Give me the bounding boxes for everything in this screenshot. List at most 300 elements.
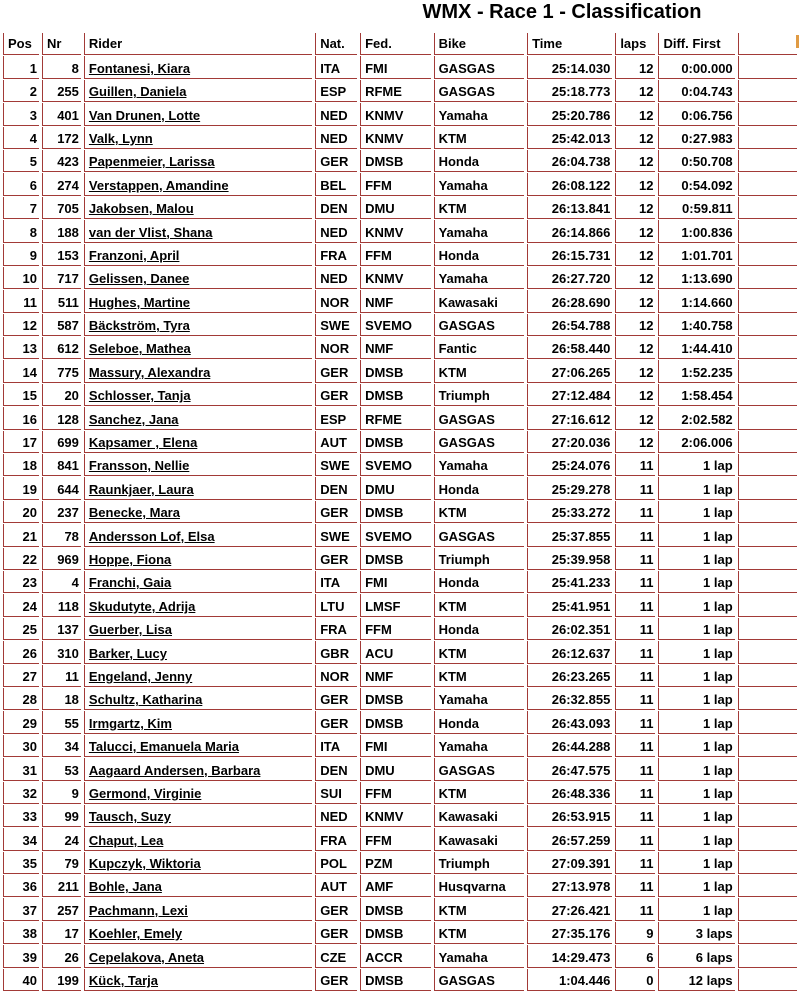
nat-cell: GER xyxy=(315,898,357,920)
table-row xyxy=(3,618,797,640)
nr-cell: 612 xyxy=(42,337,81,359)
table-row xyxy=(3,758,797,780)
laps-cell: 11 xyxy=(615,594,655,616)
rider-name-cell[interactable]: Kupczyk, Wiktoria xyxy=(84,852,312,874)
time-cell: 26:28.690 xyxy=(527,290,612,312)
pos-cell: 26 xyxy=(3,641,39,663)
pos-cell: 9 xyxy=(3,244,39,266)
col-header-clipped xyxy=(738,33,797,55)
table-row xyxy=(3,477,797,499)
table-row xyxy=(3,244,797,266)
nr-cell: 587 xyxy=(42,314,81,336)
table-row xyxy=(3,454,797,476)
diff-first-cell: 0:06.756 xyxy=(658,103,734,125)
pos-cell: 17 xyxy=(3,431,39,453)
pos-cell: 40 xyxy=(3,969,39,991)
nat-cell: ESP xyxy=(315,80,357,102)
time-cell: 26:32.855 xyxy=(527,688,612,710)
time-cell: 1:04.446 xyxy=(527,969,612,991)
fed-cell: DMSB xyxy=(360,688,430,710)
rider-name-cell[interactable]: Gelissen, Danee xyxy=(84,267,312,289)
time-cell: 25:33.272 xyxy=(527,501,612,523)
clipped-cell xyxy=(738,618,797,640)
table-body xyxy=(3,56,797,991)
laps-cell: 12 xyxy=(615,244,655,266)
table-row xyxy=(3,220,797,242)
rider-name-cell[interactable]: Sanchez, Jana xyxy=(84,407,312,429)
bike-cell: Yamaha xyxy=(434,688,525,710)
rider-name-cell[interactable]: Aagaard Andersen, Barbara xyxy=(84,758,312,780)
rider-name-cell[interactable]: Fransson, Nellie xyxy=(84,454,312,476)
rider-name-cell[interactable]: Hoppe, Fiona xyxy=(84,548,312,570)
time-cell: 26:13.841 xyxy=(527,197,612,219)
rider-name-cell[interactable]: Papenmeier, Larissa xyxy=(84,150,312,172)
table-row xyxy=(3,922,797,944)
table-row xyxy=(3,290,797,312)
diff-first-cell: 1 lap xyxy=(658,875,734,897)
bike-cell: KTM xyxy=(434,898,525,920)
bike-cell: GASGAS xyxy=(434,758,525,780)
nat-cell: ITA xyxy=(315,56,357,78)
table-row xyxy=(3,711,797,733)
bike-cell: Triumph xyxy=(434,852,525,874)
table-row xyxy=(3,594,797,616)
time-cell: 26:27.720 xyxy=(527,267,612,289)
laps-cell: 12 xyxy=(615,56,655,78)
clipped-cell xyxy=(738,127,797,149)
bike-cell: Kawasaki xyxy=(434,290,525,312)
bike-cell: Yamaha xyxy=(434,735,525,757)
nr-cell: 99 xyxy=(42,805,81,827)
rider-name-cell[interactable]: Skudutyte, Adrija xyxy=(84,594,312,616)
clipped-cell xyxy=(738,922,797,944)
rider-name-cell[interactable]: Van Drunen, Lotte xyxy=(84,103,312,125)
nr-cell: 717 xyxy=(42,267,81,289)
clipped-cell xyxy=(738,407,797,429)
fed-cell: DMSB xyxy=(360,384,430,406)
diff-first-cell: 1 lap xyxy=(658,594,734,616)
nat-cell: FRA xyxy=(315,618,357,640)
laps-cell: 11 xyxy=(615,688,655,710)
laps-cell: 11 xyxy=(615,571,655,593)
fed-cell: DMSB xyxy=(360,548,430,570)
laps-cell: 11 xyxy=(615,828,655,850)
laps-cell: 11 xyxy=(615,641,655,663)
nr-cell: 274 xyxy=(42,173,81,195)
bike-cell: Kawasaki xyxy=(434,805,525,827)
rider-name-cell[interactable]: Germond, Virginie xyxy=(84,782,312,804)
nr-cell: 17 xyxy=(42,922,81,944)
rider-name-cell[interactable]: Bäckström, Tyra xyxy=(84,314,312,336)
table-row xyxy=(3,898,797,920)
diff-first-cell: 1 lap xyxy=(658,477,734,499)
rider-name-cell[interactable]: Franchi, Gaia xyxy=(84,571,312,593)
pos-cell: 30 xyxy=(3,735,39,757)
time-cell: 27:16.612 xyxy=(527,407,612,429)
bike-cell: Yamaha xyxy=(434,173,525,195)
nat-cell: SWE xyxy=(315,524,357,546)
bike-cell: KTM xyxy=(434,782,525,804)
time-cell: 25:41.951 xyxy=(527,594,612,616)
fed-cell: RFME xyxy=(360,407,430,429)
time-cell: 25:29.278 xyxy=(527,477,612,499)
laps-cell: 12 xyxy=(615,150,655,172)
time-cell: 26:54.788 xyxy=(527,314,612,336)
table-row xyxy=(3,828,797,850)
nr-cell: 137 xyxy=(42,618,81,640)
fed-cell: FMI xyxy=(360,571,430,593)
laps-cell: 12 xyxy=(615,220,655,242)
nr-cell: 8 xyxy=(42,56,81,78)
laps-cell: 11 xyxy=(615,524,655,546)
nr-cell: 644 xyxy=(42,477,81,499)
fed-cell: KNMV xyxy=(360,127,430,149)
rider-name-cell[interactable]: Pachmann, Lexi xyxy=(84,898,312,920)
diff-first-cell: 1 lap xyxy=(658,711,734,733)
rider-name-cell[interactable]: Guerber, Lisa xyxy=(84,618,312,640)
nr-cell: 20 xyxy=(42,384,81,406)
table-header xyxy=(3,33,797,55)
bike-cell: KTM xyxy=(434,922,525,944)
time-cell: 26:43.093 xyxy=(527,711,612,733)
fed-cell: SVEMO xyxy=(360,454,430,476)
bike-cell: Yamaha xyxy=(434,103,525,125)
laps-cell: 12 xyxy=(615,197,655,219)
table-row xyxy=(3,571,797,593)
clipped-cell xyxy=(738,758,797,780)
diff-first-cell: 0:59.811 xyxy=(658,197,734,219)
nat-cell: ESP xyxy=(315,407,357,429)
laps-cell: 11 xyxy=(615,735,655,757)
clipped-cell xyxy=(738,711,797,733)
rider-name-cell[interactable]: Engeland, Jenny xyxy=(84,665,312,687)
diff-first-cell: 0:54.092 xyxy=(658,173,734,195)
laps-cell: 12 xyxy=(615,360,655,382)
nat-cell: FRA xyxy=(315,828,357,850)
fed-cell: DMSB xyxy=(360,360,430,382)
time-cell: 25:24.076 xyxy=(527,454,612,476)
rider-name-cell[interactable]: Fontanesi, Kiara xyxy=(84,56,312,78)
nat-cell: NED xyxy=(315,103,357,125)
laps-cell: 11 xyxy=(615,852,655,874)
clipped-cell xyxy=(738,477,797,499)
pos-cell: 2 xyxy=(3,80,39,102)
fed-cell: FFM xyxy=(360,618,430,640)
fed-cell: LMSF xyxy=(360,594,430,616)
time-cell: 26:23.265 xyxy=(527,665,612,687)
fed-cell: FFM xyxy=(360,244,430,266)
nr-cell: 118 xyxy=(42,594,81,616)
nr-cell: 55 xyxy=(42,711,81,733)
diff-first-cell: 1 lap xyxy=(658,805,734,827)
fed-cell: DMSB xyxy=(360,150,430,172)
rider-name-cell[interactable]: Irmgartz, Kim xyxy=(84,711,312,733)
rider-name-cell[interactable]: Seleboe, Mathea xyxy=(84,337,312,359)
diff-first-cell: 1:13.690 xyxy=(658,267,734,289)
nat-cell: GER xyxy=(315,360,357,382)
diff-first-cell: 6 laps xyxy=(658,945,734,967)
table-row xyxy=(3,875,797,897)
nat-cell: GER xyxy=(315,922,357,944)
pos-cell: 6 xyxy=(3,173,39,195)
rider-name-cell[interactable]: Koehler, Emely xyxy=(84,922,312,944)
nat-cell: NOR xyxy=(315,290,357,312)
fed-cell: DMU xyxy=(360,758,430,780)
rider-name-cell[interactable]: van der Vlist, Shana xyxy=(84,220,312,242)
clipped-cell xyxy=(738,594,797,616)
time-cell: 25:14.030 xyxy=(527,56,612,78)
rider-name-cell[interactable]: Andersson Lof, Elsa xyxy=(84,524,312,546)
nat-cell: SWE xyxy=(315,454,357,476)
diff-first-cell: 1 lap xyxy=(658,898,734,920)
laps-cell: 12 xyxy=(615,290,655,312)
rider-name-cell[interactable]: Schlosser, Tanja xyxy=(84,384,312,406)
diff-first-cell: 2:02.582 xyxy=(658,407,734,429)
rider-name-cell[interactable]: Massury, Alexandra xyxy=(84,360,312,382)
clipped-cell xyxy=(738,524,797,546)
pos-cell: 11 xyxy=(3,290,39,312)
laps-cell: 12 xyxy=(615,431,655,453)
diff-first-cell: 1 lap xyxy=(658,524,734,546)
rider-name-cell[interactable]: Jakobsen, Malou xyxy=(84,197,312,219)
bike-cell: KTM xyxy=(434,501,525,523)
time-cell: 14:29.473 xyxy=(527,945,612,967)
bike-cell: KTM xyxy=(434,594,525,616)
diff-first-cell: 0:00.000 xyxy=(658,56,734,78)
fed-cell: DMSB xyxy=(360,501,430,523)
laps-cell: 12 xyxy=(615,127,655,149)
nr-cell: 4 xyxy=(42,571,81,593)
table-row xyxy=(3,501,797,523)
bike-cell: Yamaha xyxy=(434,454,525,476)
pos-cell: 36 xyxy=(3,875,39,897)
rider-name-cell[interactable]: Hughes, Martine xyxy=(84,290,312,312)
diff-first-cell: 1 lap xyxy=(658,828,734,850)
col-header-fed: Fed. xyxy=(360,33,430,55)
bike-cell: Husqvarna xyxy=(434,875,525,897)
fed-cell: KNMV xyxy=(360,805,430,827)
clipped-cell xyxy=(738,828,797,850)
fed-cell: RFME xyxy=(360,80,430,102)
bike-cell: Honda xyxy=(434,150,525,172)
clipped-cell xyxy=(738,431,797,453)
fed-cell: NMF xyxy=(360,665,430,687)
laps-cell: 12 xyxy=(615,80,655,102)
fed-cell: FFM xyxy=(360,782,430,804)
nr-cell: 18 xyxy=(42,688,81,710)
nr-cell: 237 xyxy=(42,501,81,523)
laps-cell: 9 xyxy=(615,922,655,944)
time-cell: 25:18.773 xyxy=(527,80,612,102)
nat-cell: BEL xyxy=(315,173,357,195)
nat-cell: NOR xyxy=(315,665,357,687)
table-row xyxy=(3,431,797,453)
table-row xyxy=(3,197,797,219)
table-row xyxy=(3,103,797,125)
rider-name-cell[interactable]: Benecke, Mara xyxy=(84,501,312,523)
table-row xyxy=(3,407,797,429)
diff-first-cell: 1 lap xyxy=(658,618,734,640)
nr-cell: 128 xyxy=(42,407,81,429)
laps-cell: 6 xyxy=(615,945,655,967)
rider-name-cell[interactable]: Guillen, Daniela xyxy=(84,80,312,102)
nr-cell: 24 xyxy=(42,828,81,850)
bike-cell: GASGAS xyxy=(434,56,525,78)
pos-cell: 4 xyxy=(3,127,39,149)
nat-cell: NED xyxy=(315,805,357,827)
time-cell: 27:06.265 xyxy=(527,360,612,382)
bike-cell: GASGAS xyxy=(434,80,525,102)
rider-name-cell[interactable]: Kapsamer , Elena xyxy=(84,431,312,453)
fed-cell: ACU xyxy=(360,641,430,663)
clipped-cell xyxy=(738,290,797,312)
table-row xyxy=(3,548,797,570)
rider-name-cell[interactable]: Barker, Lucy xyxy=(84,641,312,663)
nat-cell: SWE xyxy=(315,314,357,336)
rider-name-cell[interactable]: Chaput, Lea xyxy=(84,828,312,850)
time-cell: 27:26.421 xyxy=(527,898,612,920)
fed-cell: KNMV xyxy=(360,220,430,242)
bike-cell: Yamaha xyxy=(434,945,525,967)
time-cell: 26:08.122 xyxy=(527,173,612,195)
time-cell: 26:44.288 xyxy=(527,735,612,757)
fed-cell: FFM xyxy=(360,173,430,195)
fed-cell: ACCR xyxy=(360,945,430,967)
pos-cell: 32 xyxy=(3,782,39,804)
nr-cell: 511 xyxy=(42,290,81,312)
clipped-cell xyxy=(738,337,797,359)
clipped-cell xyxy=(738,782,797,804)
pos-cell: 25 xyxy=(3,618,39,640)
pos-cell: 14 xyxy=(3,360,39,382)
diff-first-cell: 1 lap xyxy=(658,852,734,874)
diff-first-cell: 1 lap xyxy=(658,735,734,757)
pos-cell: 23 xyxy=(3,571,39,593)
diff-first-cell: 1 lap xyxy=(658,641,734,663)
rider-name-cell[interactable]: Cepelakova, Aneta xyxy=(84,945,312,967)
table-row xyxy=(3,80,797,102)
fed-cell: FMI xyxy=(360,735,430,757)
clipped-cell xyxy=(738,945,797,967)
rider-name-cell[interactable]: Verstappen, Amandine xyxy=(84,173,312,195)
bike-cell: GASGAS xyxy=(434,524,525,546)
rider-name-cell[interactable]: Raunkjaer, Laura xyxy=(84,477,312,499)
laps-cell: 11 xyxy=(615,758,655,780)
clipped-cell xyxy=(738,898,797,920)
nr-cell: 423 xyxy=(42,150,81,172)
pos-cell: 8 xyxy=(3,220,39,242)
bike-cell: Honda xyxy=(434,711,525,733)
diff-first-cell: 1 lap xyxy=(658,688,734,710)
clipped-cell xyxy=(738,548,797,570)
nr-cell: 78 xyxy=(42,524,81,546)
diff-first-cell: 3 laps xyxy=(658,922,734,944)
table-row xyxy=(3,688,797,710)
diff-first-cell: 0:04.743 xyxy=(658,80,734,102)
pos-cell: 19 xyxy=(3,477,39,499)
table-row xyxy=(3,56,797,78)
time-cell: 26:57.259 xyxy=(527,828,612,850)
fed-cell: DMU xyxy=(360,477,430,499)
nat-cell: DEN xyxy=(315,197,357,219)
nat-cell: NED xyxy=(315,127,357,149)
table-row xyxy=(3,735,797,757)
clipped-cell xyxy=(738,244,797,266)
rider-name-cell[interactable]: Schultz, Katharina xyxy=(84,688,312,710)
pos-cell: 18 xyxy=(3,454,39,476)
time-cell: 27:35.176 xyxy=(527,922,612,944)
rider-name-cell[interactable]: Talucci, Emanuela Maria xyxy=(84,735,312,757)
clipped-cell xyxy=(738,688,797,710)
diff-first-cell: 1:01.701 xyxy=(658,244,734,266)
bike-cell: Triumph xyxy=(434,384,525,406)
pos-cell: 13 xyxy=(3,337,39,359)
table-row xyxy=(3,314,797,336)
time-cell: 26:15.731 xyxy=(527,244,612,266)
time-cell: 26:47.575 xyxy=(527,758,612,780)
time-cell: 25:20.786 xyxy=(527,103,612,125)
clipped-cell xyxy=(738,805,797,827)
laps-cell: 12 xyxy=(615,407,655,429)
clipped-cell xyxy=(738,875,797,897)
bike-cell: KTM xyxy=(434,641,525,663)
nr-cell: 310 xyxy=(42,641,81,663)
rider-name-cell[interactable]: Valk, Lynn xyxy=(84,127,312,149)
table-row xyxy=(3,267,797,289)
rider-name-cell[interactable]: Bohle, Jana xyxy=(84,875,312,897)
col-header-time: Time xyxy=(527,33,612,55)
nr-cell: 969 xyxy=(42,548,81,570)
rider-name-cell[interactable]: Kück, Tarja xyxy=(84,969,312,991)
time-cell: 27:09.391 xyxy=(527,852,612,874)
classification-table xyxy=(0,32,800,992)
nr-cell: 841 xyxy=(42,454,81,476)
nat-cell: GER xyxy=(315,384,357,406)
pos-cell: 28 xyxy=(3,688,39,710)
table-row xyxy=(3,852,797,874)
nr-cell: 172 xyxy=(42,127,81,149)
time-cell: 25:39.958 xyxy=(527,548,612,570)
rider-name-cell[interactable]: Tausch, Suzy xyxy=(84,805,312,827)
nr-cell: 199 xyxy=(42,969,81,991)
nr-cell: 79 xyxy=(42,852,81,874)
pos-cell: 31 xyxy=(3,758,39,780)
bike-cell: Yamaha xyxy=(434,267,525,289)
laps-cell: 11 xyxy=(615,477,655,499)
bike-cell: Honda xyxy=(434,477,525,499)
rider-name-cell[interactable]: Franzoni, April xyxy=(84,244,312,266)
bike-cell: GASGAS xyxy=(434,407,525,429)
pos-cell: 20 xyxy=(3,501,39,523)
fed-cell: NMF xyxy=(360,337,430,359)
nr-cell: 9 xyxy=(42,782,81,804)
diff-first-cell: 0:50.708 xyxy=(658,150,734,172)
laps-cell: 11 xyxy=(615,805,655,827)
clipped-cell xyxy=(738,384,797,406)
bike-cell: KTM xyxy=(434,665,525,687)
pos-cell: 16 xyxy=(3,407,39,429)
table-row xyxy=(3,360,797,382)
clipped-cell xyxy=(738,220,797,242)
fed-cell: DMU xyxy=(360,197,430,219)
diff-first-cell: 1:44.410 xyxy=(658,337,734,359)
col-header-nr: Nr xyxy=(42,33,81,55)
diff-first-cell: 1:52.235 xyxy=(658,360,734,382)
laps-cell: 12 xyxy=(615,384,655,406)
nr-cell: 34 xyxy=(42,735,81,757)
nr-cell: 699 xyxy=(42,431,81,453)
clipped-cell xyxy=(738,103,797,125)
